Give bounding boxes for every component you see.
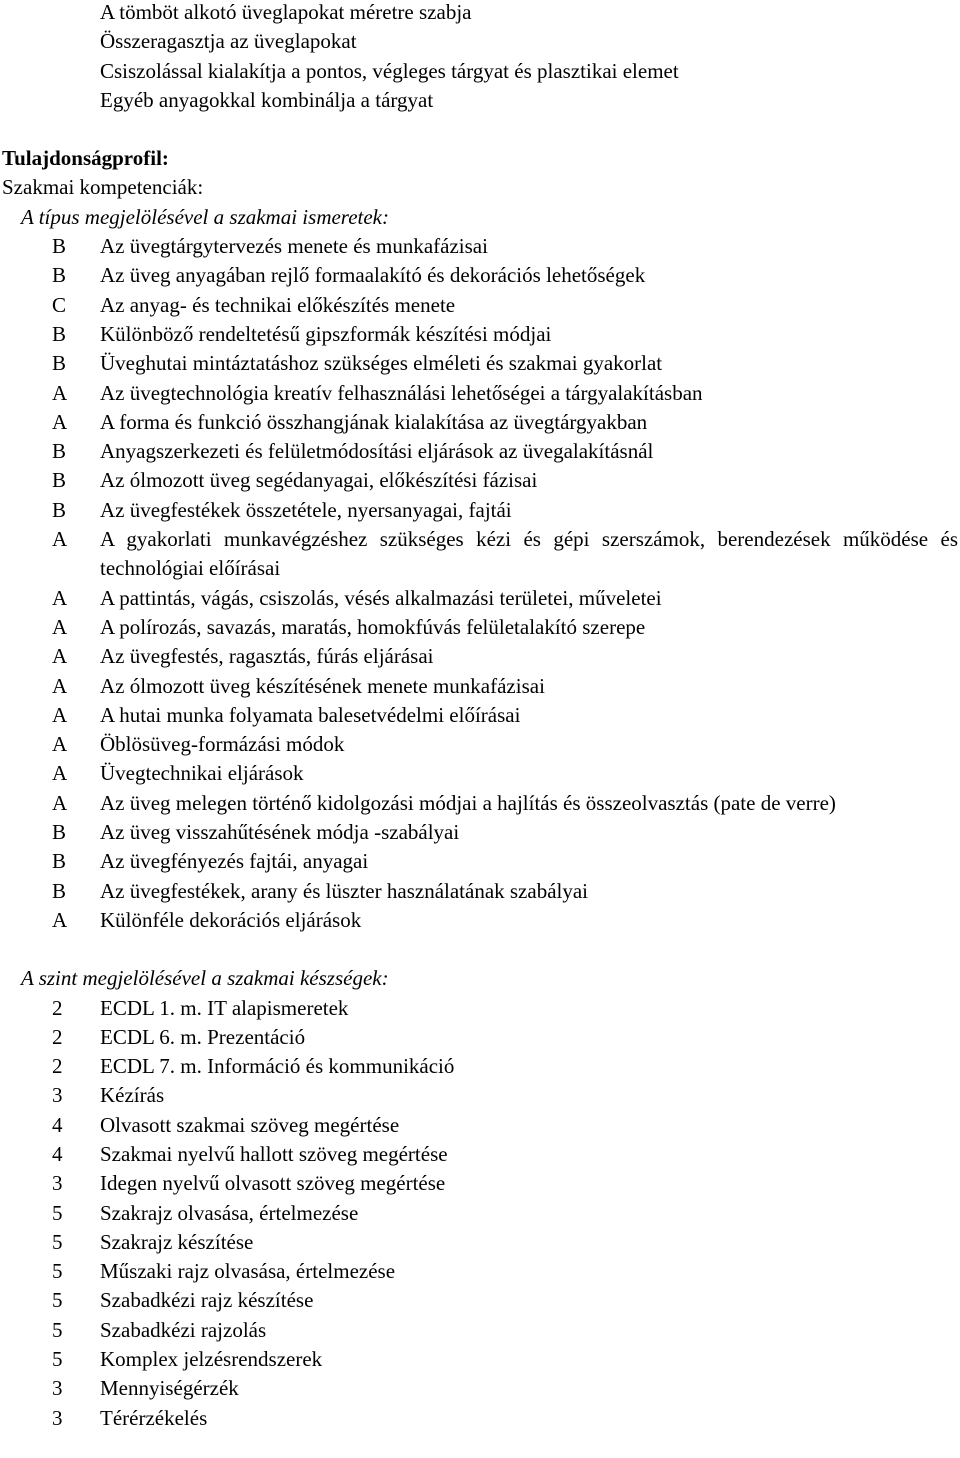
- knowledge-item: [0, 584, 960, 613]
- skill-text: Szakmai nyelvű hallott szöveg megértése: [100, 1141, 448, 1166]
- knowledge-text: Az üvegfényezés fajtái, anyagai: [100, 849, 369, 874]
- type-code: B: [52, 234, 67, 259]
- knowledge-text: Üveghutai mintáztatáshoz szükséges elméleti és szakmai gyakorlat: [100, 351, 663, 376]
- skill-item: [0, 1228, 960, 1257]
- type-code: B: [52, 820, 67, 845]
- intro-line: Csiszolással kialakítja a pontos, végleges tárgyat és plasztikai elemet: [100, 58, 679, 83]
- type-code: A: [52, 527, 68, 552]
- type-code: A: [52, 380, 68, 405]
- knowledge-item: [0, 613, 960, 642]
- type-code: B: [52, 497, 67, 522]
- level-code: 3: [52, 1405, 63, 1430]
- intro-line: A tömböt alkotó üveglapokat méretre szabja: [100, 0, 472, 24]
- type-code: B: [52, 878, 67, 903]
- skill-text: Műszaki rajz olvasása, értelmezése: [100, 1259, 396, 1284]
- level-code: 3: [52, 1171, 63, 1196]
- level-code: 5: [52, 1259, 63, 1284]
- knowledge-text: Az üvegtechnológia kreatív felhasználási lehetőségei a tárgyalakításban: [100, 380, 703, 405]
- skill-text: Szakrajz készítése: [100, 1229, 254, 1254]
- knowledge-item: [0, 437, 960, 466]
- skill-text: Szabadkézi rajzolás: [100, 1317, 267, 1342]
- skill-item: [0, 1199, 960, 1228]
- type-code: B: [52, 321, 67, 346]
- knowledge-text: Az üvegfestés, ragasztás, fúrás eljárásai: [100, 644, 434, 669]
- level-code: 5: [52, 1229, 63, 1254]
- knowledge-text: Az üvegtárgytervezés menete és munkafázisai: [100, 234, 488, 259]
- knowledge-item: [0, 818, 960, 847]
- knowledge-item: [0, 877, 960, 906]
- type-code: B: [52, 849, 67, 874]
- skill-text: ECDL 1. m. IT alapismeretek: [100, 995, 349, 1020]
- knowledge-text: Az ólmozott üveg készítésének menete munkafázisai: [100, 673, 545, 698]
- knowledge-text: Különböző rendeltetésű gipszformák készítési módjai: [100, 321, 552, 346]
- level-code: 4: [52, 1112, 63, 1137]
- knowledge-text: Az üveg melegen történő kidolgozási módjai a hajlítás és összeolvasztás (pate de verre): [100, 790, 836, 815]
- skill-item: [0, 1052, 960, 1081]
- knowledge-text: A polírozás, savazás, maratás, homokfúvás felületalakító szerepe: [100, 614, 646, 639]
- knowledge-item: [0, 847, 960, 876]
- skill-item: [0, 1345, 960, 1374]
- skill-text: Térérzékelés: [100, 1405, 208, 1430]
- type-code: A: [52, 673, 68, 698]
- skill-text: Idegen nyelvű olvasott szöveg megértése: [100, 1171, 446, 1196]
- knowledge-item: [0, 525, 960, 584]
- knowledge-item: [0, 906, 960, 935]
- type-code: A: [52, 790, 68, 815]
- skill-text: Kézírás: [100, 1083, 165, 1108]
- type-code: C: [52, 292, 67, 317]
- knowledge-text: Anyagszerkezeti és felületmódosítási eljárások az üvegalakításnál: [100, 439, 654, 464]
- skill-text: Olvasott szakmai szöveg megértése: [100, 1112, 400, 1137]
- knowledge-item: [0, 232, 960, 261]
- knowledge-item: [0, 730, 960, 759]
- spacer: [0, 115, 960, 144]
- level-code: 2: [52, 1054, 63, 1079]
- type-code: A: [52, 614, 68, 639]
- skill-text: Szabadkézi rajz készítése: [100, 1288, 314, 1313]
- knowledge-item: [0, 320, 960, 349]
- skill-item: [0, 1286, 960, 1315]
- skills-list: [0, 994, 960, 1433]
- type-code: A: [52, 732, 68, 757]
- knowledge-section-title: A típus megjelölésével a szakmai ismeretek:: [21, 204, 389, 229]
- knowledge-item: [0, 496, 960, 525]
- type-code: B: [52, 351, 67, 376]
- type-code: B: [52, 468, 67, 493]
- level-code: 5: [52, 1317, 63, 1342]
- skill-item: [0, 1257, 960, 1286]
- level-code: 5: [52, 1288, 63, 1313]
- knowledge-item: [0, 349, 960, 378]
- intro-line: Összeragasztja az üveglapokat: [100, 29, 357, 54]
- knowledge-text: Az üveg anyagában rejlő formaalakító és dekorációs lehetőségek: [100, 263, 646, 288]
- knowledge-item: [0, 759, 960, 788]
- spacer: [0, 935, 960, 964]
- knowledge-text: Az anyag- és technikai előkészítés menete: [100, 292, 456, 317]
- knowledge-item: [0, 379, 960, 408]
- knowledge-text: Öblösüveg-formázási módok: [100, 732, 345, 757]
- skill-item: [0, 1404, 960, 1433]
- level-code: 2: [52, 1024, 63, 1049]
- knowledge-text: A hutai munka folyamata balesetvédelmi előírásai: [100, 702, 521, 727]
- skill-item: [0, 1081, 960, 1110]
- skill-text: Szakrajz olvasása, értelmezése: [100, 1200, 359, 1225]
- skill-text: Komplex jelzésrendszerek: [100, 1347, 323, 1372]
- knowledge-text: Az ólmozott üveg segédanyagai, előkészítési fázisai: [100, 468, 538, 493]
- skill-item: [0, 1140, 960, 1169]
- type-code: A: [52, 761, 68, 786]
- knowledge-item: [0, 291, 960, 320]
- skills-section-title: A szint megjelölésével a szakmai készségek:: [21, 966, 389, 991]
- skill-text: Mennyiségérzék: [100, 1376, 239, 1401]
- intro-list: [0, 0, 960, 115]
- type-code: A: [52, 907, 68, 932]
- skill-text: ECDL 7. m. Információ és kommunikáció: [100, 1054, 455, 1079]
- level-code: 3: [52, 1083, 63, 1108]
- knowledge-text: Üvegtechnikai eljárások: [100, 761, 304, 786]
- level-code: 5: [52, 1200, 63, 1225]
- type-code: A: [52, 585, 68, 610]
- level-code: 3: [52, 1376, 63, 1401]
- knowledge-item: [0, 701, 960, 730]
- knowledge-list: [0, 232, 960, 935]
- knowledge-text: Az üvegfestékek, arany és lüszter használatának szabályai: [100, 878, 589, 903]
- level-code: 5: [52, 1347, 63, 1372]
- knowledge-text: Az üveg visszahűtésének módja -szabályai: [100, 820, 460, 845]
- competencies-label: Szakmai kompetenciák:: [2, 175, 204, 200]
- knowledge-item: [0, 789, 960, 818]
- type-code: B: [52, 263, 67, 288]
- skill-item: [0, 994, 960, 1023]
- skill-item: [0, 1374, 960, 1403]
- type-code: B: [52, 439, 67, 464]
- knowledge-text: A pattintás, vágás, csiszolás, vésés alkalmazási területei, műveletei: [100, 585, 662, 610]
- skill-item: [0, 1316, 960, 1345]
- type-code: A: [52, 409, 68, 434]
- knowledge-text: A forma és funkció összhangjának kialakítása az üvegtárgyakban: [100, 409, 648, 434]
- knowledge-text: A gyakorlati munkavégzéshez szükséges kézi és gépi szerszámok, berendezések működése és technológiai előírásai: [100, 527, 958, 581]
- type-code: A: [52, 644, 68, 669]
- level-code: 4: [52, 1141, 63, 1166]
- level-code: 2: [52, 995, 63, 1020]
- knowledge-item: [0, 642, 960, 671]
- intro-line: Egyéb anyagokkal kombinálja a tárgyat: [100, 87, 434, 112]
- knowledge-item: [0, 672, 960, 701]
- knowledge-item: [0, 466, 960, 495]
- profile-heading: Tulajdonságprofil:: [2, 146, 169, 171]
- knowledge-item: [0, 408, 960, 437]
- type-code: A: [52, 702, 68, 727]
- skill-item: [0, 1111, 960, 1140]
- knowledge-item: [0, 261, 960, 290]
- knowledge-text: Az üvegfestékek összetétele, nyersanyagai, fajtái: [100, 497, 512, 522]
- knowledge-text: Különféle dekorációs eljárások: [100, 907, 362, 932]
- skill-text: ECDL 6. m. Prezentáció: [100, 1024, 306, 1049]
- skill-item: [0, 1169, 960, 1198]
- skill-item: [0, 1023, 960, 1052]
